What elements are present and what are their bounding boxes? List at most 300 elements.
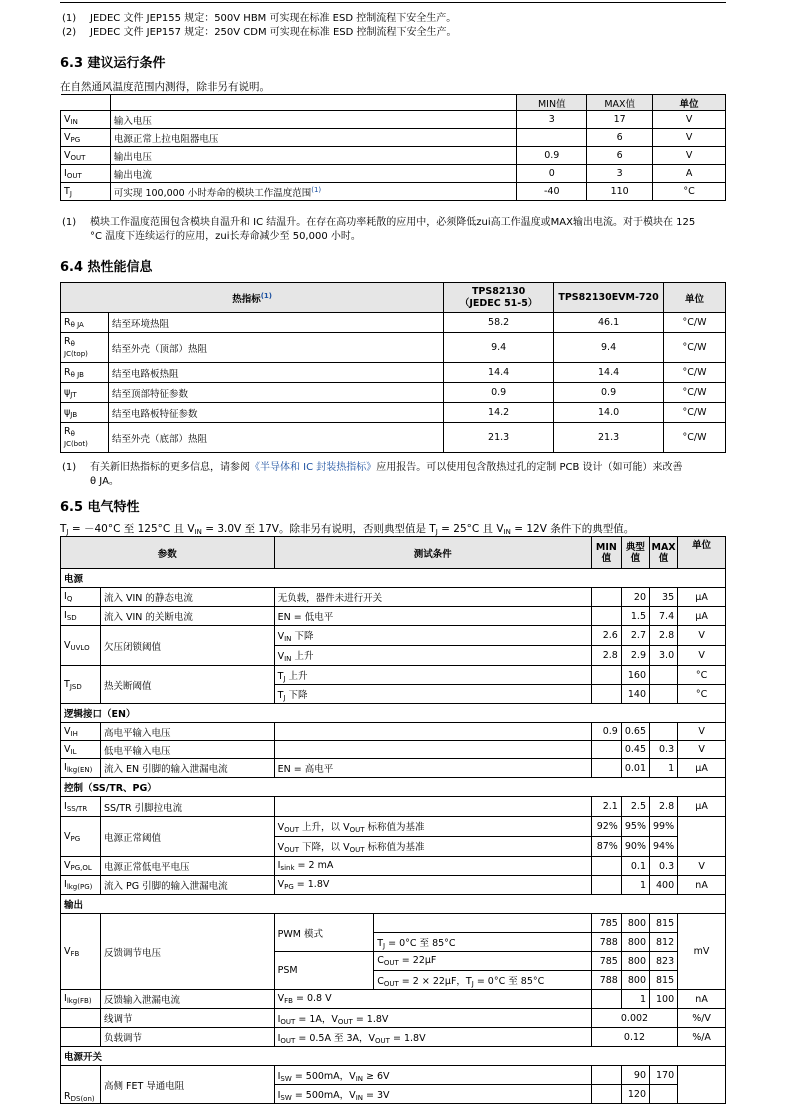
max-value: 17 — [587, 111, 653, 129]
table-cell — [61, 723, 101, 741]
text-span: R — [64, 1091, 71, 1102]
table-cell — [274, 797, 591, 817]
text-span: 模块工作温度范围包含模块自温升和 IC 结温升。在存在高功率耗散的应用中，必须降低zui高工作温度或MAX输出电流。对于模块在 125 — [90, 217, 696, 228]
text-span: TPS82130 — [471, 285, 526, 297]
table-row — [61, 797, 726, 817]
symbol — [61, 183, 111, 201]
table-cell — [274, 626, 591, 646]
table-cell: 2.1 — [591, 797, 621, 817]
recommended-conditions-table — [60, 94, 726, 201]
subscript: J — [435, 528, 438, 536]
table-cell — [61, 1066, 101, 1104]
table-cell: 0.002 — [591, 1009, 677, 1028]
table-cell — [274, 666, 591, 685]
table-cell — [650, 723, 678, 741]
text-span: °C 温度下连续运行的应用，zui长寿命减少至 50,000 小时。 — [90, 231, 361, 242]
table-cell: 1 — [621, 990, 649, 1009]
min-header: MIN值 — [517, 95, 587, 111]
table-cell — [374, 914, 592, 933]
text-span: (1) — [62, 217, 77, 228]
description: 结至电路板热阻 — [108, 363, 443, 383]
subscript: J — [69, 189, 72, 198]
table-cell: 2.6 — [591, 626, 621, 646]
footnote-1 — [62, 12, 456, 26]
table-cell: EN = 低电平 — [274, 607, 591, 626]
text-span: V — [277, 879, 285, 890]
symbol — [61, 313, 109, 333]
footnote-link[interactable]: (1) — [311, 185, 322, 194]
table-cell — [591, 1085, 621, 1104]
table-cell — [591, 685, 621, 704]
subscript: PG,OL — [70, 864, 92, 872]
table-row — [61, 666, 726, 685]
subscript: IN — [355, 1074, 363, 1083]
text-span: 热指标 — [232, 293, 261, 305]
table-cell: 2.5 — [621, 797, 649, 817]
text-span: V — [277, 651, 285, 662]
table-row — [61, 1028, 726, 1047]
table-cell: 100 — [650, 990, 678, 1009]
electrical-characteristics-table — [60, 536, 726, 1104]
tps82130-header — [444, 283, 554, 313]
table-cell: 电源正常阈值 — [100, 817, 274, 857]
text-span: I — [277, 860, 281, 871]
table-cell — [274, 741, 591, 759]
table-cell — [110, 95, 516, 111]
text-span: (1) — [62, 462, 77, 473]
table-cell: 7.4 — [650, 607, 678, 626]
table-row — [61, 857, 726, 876]
table-cell — [274, 990, 591, 1009]
text-span: T — [277, 689, 284, 701]
text-span: I — [277, 1070, 281, 1082]
table-cell: 35 — [650, 588, 678, 607]
text-span: = 500mA，V — [291, 1089, 356, 1101]
subscript: OUT — [284, 826, 300, 834]
footnote-6-3-cont — [90, 230, 361, 244]
table-cell: PWM 模式 — [274, 914, 374, 952]
value: 46.1 — [554, 313, 664, 333]
section-intro — [60, 521, 634, 536]
section-title-6-4: 6.4 热性能信息 — [60, 260, 153, 275]
table-cell — [61, 95, 111, 111]
table-cell — [650, 1085, 678, 1104]
table-cell: °C — [678, 685, 726, 704]
min-value: 0.9 — [517, 147, 587, 165]
typ-header: 典型值 — [621, 537, 649, 569]
text-span: = 1.8V — [352, 1013, 389, 1025]
table-cell — [61, 626, 101, 666]
table-cell: 400 — [650, 876, 678, 895]
text-span: R — [64, 335, 71, 347]
table-row — [61, 990, 726, 1009]
table-cell — [678, 1066, 726, 1104]
text-span: T — [277, 670, 284, 682]
text-span: 下降 — [291, 631, 314, 642]
text-span: V — [64, 860, 71, 871]
symbol — [61, 147, 111, 165]
symbol — [61, 403, 109, 423]
value: 14.0 — [554, 403, 664, 423]
table-cell — [61, 876, 101, 895]
table-cell: 0.3 — [650, 857, 678, 876]
table-row — [61, 111, 726, 129]
subscript: JSD — [69, 682, 82, 691]
table-cell: 0.12 — [591, 1028, 677, 1047]
subscript: OUT — [337, 1017, 353, 1026]
subscript: IN — [503, 528, 511, 536]
table-cell: 800 — [621, 933, 649, 952]
text-span: (1) — [260, 291, 272, 300]
subscript: IN — [284, 635, 292, 643]
table-row — [61, 723, 726, 741]
section-title-6-5: 6.5 电气特性 — [60, 500, 140, 515]
subscript: IL — [70, 747, 77, 756]
symbol — [61, 333, 109, 363]
subscript: PG — [70, 834, 81, 843]
description — [110, 183, 516, 201]
table-row — [61, 363, 726, 383]
table-cell: 788 — [591, 971, 621, 990]
text-span: V — [64, 725, 71, 737]
unit-header: 单位 — [664, 283, 726, 313]
table-cell: 160 — [621, 666, 649, 685]
table-cell — [374, 971, 592, 990]
text-span: T — [377, 937, 384, 949]
table-row — [61, 403, 726, 423]
table-row — [61, 607, 726, 626]
table-row — [61, 759, 726, 778]
text-span: V — [64, 113, 71, 125]
subscript: J — [471, 979, 474, 988]
subscript: SW — [280, 1074, 292, 1083]
footnote-2 — [62, 26, 457, 40]
text-span: R — [64, 425, 71, 437]
value: 9.4 — [554, 333, 664, 363]
table-cell — [591, 857, 621, 876]
text-span: 标称值为基准 — [364, 842, 425, 853]
table-cell: 2.8 — [650, 626, 678, 646]
text-span: I — [64, 591, 67, 602]
table-cell: 负载调节 — [100, 1028, 274, 1047]
table-cell — [678, 817, 726, 857]
table-cell — [591, 607, 621, 626]
value: 0.9 — [444, 383, 554, 403]
table-cell — [591, 741, 621, 759]
table-cell — [650, 666, 678, 685]
table-cell — [61, 857, 101, 876]
text-span: I — [64, 610, 67, 621]
table-row — [61, 817, 726, 837]
footnote-text: JEDEC 文件 JEP157 规定：250V CDM 可实现在标准 ESD 控制流程下安全生产。 — [90, 27, 457, 38]
text-span: θ JA。 — [90, 476, 119, 487]
text-span: 下降，以 V — [299, 842, 350, 853]
table-cell: 20 — [621, 588, 649, 607]
table-cell: 0.9 — [591, 723, 621, 741]
subscript: OUT — [375, 1036, 390, 1045]
text-span: I — [64, 800, 67, 812]
table-cell: 95% — [621, 817, 649, 837]
table-cell — [591, 1066, 621, 1085]
subscript: IN — [194, 528, 202, 536]
table-cell — [591, 588, 621, 607]
table-cell — [274, 1009, 591, 1028]
text-span: T — [60, 523, 67, 535]
table-cell: 99% — [650, 817, 678, 837]
subscript: OUT — [66, 171, 82, 180]
table-row — [61, 147, 726, 165]
subscript: OUT — [280, 1017, 296, 1026]
table-cell: 2.7 — [621, 626, 649, 646]
unit-value: °C/W — [664, 363, 726, 383]
min-value: 0 — [517, 165, 587, 183]
text-span: 标称值为基准 — [364, 822, 425, 833]
footnote-text: JEDEC 文件 JEP155 规定：500V HBM 可实现在标准 ESD 控制流程下安全生产。 — [90, 13, 457, 24]
description: 结至外壳（顶部）热阻 — [108, 333, 443, 363]
table-cell: V — [678, 857, 726, 876]
max-value: 6 — [587, 129, 653, 147]
text-span: = 3.0V 至 17V。除非另有说明，否则典型值是 T — [201, 523, 436, 535]
subscript: PG — [70, 135, 81, 144]
table-cell: 0.01 — [621, 759, 649, 778]
subscript: θ JB — [70, 370, 84, 379]
table-cell: V — [678, 626, 726, 646]
subscript: OUT — [349, 826, 365, 834]
section-row-control — [61, 778, 726, 797]
table-row — [61, 333, 726, 363]
table-row — [61, 741, 726, 759]
table-cell: 800 — [621, 971, 649, 990]
text-span: 可实现 100,000 小时寿命的模块工作温度范围 — [113, 187, 312, 199]
evm-header: TPS82130EVM-720 — [554, 283, 664, 313]
text-span: = 2 × 22μF，T — [398, 975, 472, 987]
text-span: = 0.8 V — [292, 993, 332, 1004]
footnote-number: (2) — [62, 27, 77, 38]
table-cell — [591, 990, 621, 1009]
table-cell — [274, 1028, 591, 1047]
text-span: R — [64, 366, 71, 378]
subscript: OUT — [349, 846, 365, 854]
unit-value: °C/W — [664, 313, 726, 333]
text-span: V — [64, 945, 71, 957]
text-span: V — [64, 131, 71, 143]
text-span: = 500mA，V — [291, 1070, 356, 1082]
table-row — [61, 129, 726, 147]
section-label: 电源 — [61, 569, 726, 588]
subscript: OUT — [70, 153, 86, 162]
text-span: 上升 — [285, 670, 308, 682]
subscript: θ — [70, 429, 75, 438]
table-cell — [61, 607, 101, 626]
subscript: OUT — [383, 959, 399, 967]
table-cell: 流入 EN 引脚的输入泄漏电流 — [100, 759, 274, 778]
text-span: C — [377, 975, 384, 987]
symbol — [61, 383, 109, 403]
footnote-number: (1) — [62, 13, 77, 24]
text-span: = 1.8V — [293, 879, 330, 890]
text-span: = 0°C 至 85°C — [473, 975, 545, 987]
subscript: SW — [280, 1093, 292, 1102]
max-header: MAX值 — [650, 537, 678, 569]
text-span: JC(bot) — [64, 439, 88, 448]
text-span: 下降 — [285, 689, 308, 701]
text-span: V — [277, 822, 285, 833]
value: 9.4 — [444, 333, 554, 363]
subscript: sink — [280, 864, 295, 872]
text-span: 有关新旧热指标的更多信息，请参阅 — [90, 462, 250, 473]
table-cell: 0.1 — [621, 857, 649, 876]
symbol — [61, 129, 111, 147]
table-cell: 流入 VIN 的关断电流 — [100, 607, 274, 626]
text-span: = 2 mA — [294, 860, 334, 871]
description: 输出电流 — [110, 165, 516, 183]
table-row — [61, 1066, 726, 1085]
text-span: I — [277, 1032, 281, 1044]
value: 14.4 — [554, 363, 664, 383]
value: 21.3 — [444, 423, 554, 453]
min-value — [517, 129, 587, 147]
section-row-power — [61, 569, 726, 588]
subscript: FB — [70, 949, 80, 958]
subscript: FB — [284, 997, 293, 1005]
min-header: MIN值 — [591, 537, 621, 569]
unit-value: °C — [653, 183, 726, 201]
text-span: 上升，以 V — [299, 822, 350, 833]
footnote-6-3 — [62, 216, 732, 230]
table-row — [61, 383, 726, 403]
text-span: V — [64, 149, 71, 161]
text-span: = 1.8V — [389, 1032, 426, 1044]
table-cell: 785 — [591, 914, 621, 933]
table-cell: mV — [678, 914, 726, 990]
table-cell: 流入 VIN 的静态电流 — [100, 588, 274, 607]
max-value: 110 — [587, 183, 653, 201]
table-cell — [274, 857, 591, 876]
table-cell: %/A — [678, 1028, 726, 1047]
table-cell: 2.9 — [621, 646, 649, 666]
subscript: DS(on) — [70, 1095, 95, 1103]
table-cell — [274, 646, 591, 666]
subscript: θ — [70, 339, 75, 348]
table-cell: 815 — [650, 914, 678, 933]
table-cell: 高侧 FET 导通电阻 — [100, 1066, 274, 1104]
text-span: ψ — [64, 386, 71, 398]
subscript: J — [66, 528, 69, 536]
unit-value: V — [653, 111, 726, 129]
text-span: = 0.5A 至 3A，V — [295, 1032, 376, 1044]
table-row — [61, 313, 726, 333]
value: 58.2 — [444, 313, 554, 333]
table-cell: 90 — [621, 1066, 649, 1085]
unit-value: °C/W — [664, 423, 726, 453]
text-span: = 12V 条件下的典型值。 — [510, 523, 635, 535]
text-span: I — [64, 879, 67, 890]
table-cell — [274, 817, 591, 837]
parameter-header: 参数 — [61, 537, 275, 569]
table-cell: 120 — [621, 1085, 649, 1104]
table-cell: V — [678, 646, 726, 666]
section-label: 控制（SS/TR、PG） — [61, 778, 726, 797]
symbol — [61, 363, 109, 383]
section-label: 电源开关 — [61, 1047, 726, 1066]
table-cell: 140 — [621, 685, 649, 704]
text-span: = 0°C 至 85°C — [385, 937, 456, 949]
description: 结至顶部特征参数 — [108, 383, 443, 403]
table-cell: 87% — [591, 837, 621, 857]
table-row — [61, 914, 726, 933]
table-cell — [61, 666, 101, 704]
unit-value: °C/W — [664, 333, 726, 363]
subscript: lkg(EN) — [66, 766, 93, 774]
subscript: lkg(PG) — [66, 883, 93, 891]
table-cell — [274, 876, 591, 895]
top-table-border — [60, 2, 726, 3]
subscript: J — [283, 674, 286, 683]
table-cell — [274, 685, 591, 704]
text-span: V — [277, 842, 285, 853]
subscript: OUT — [280, 1036, 296, 1045]
table-cell — [374, 933, 592, 952]
text-span: V — [64, 743, 71, 755]
table-cell: 2.8 — [650, 797, 678, 817]
text-span: ≥ 6V — [363, 1070, 390, 1082]
text-span: I — [64, 167, 67, 179]
value: 14.2 — [444, 403, 554, 423]
subscript: OUT — [383, 979, 399, 988]
min-value: -40 — [517, 183, 587, 201]
table-cell: 1 — [650, 759, 678, 778]
table-cell: %/V — [678, 1009, 726, 1028]
table-cell: nA — [678, 876, 726, 895]
section-label: 输出 — [61, 895, 726, 914]
unit-header: 单位 — [653, 95, 726, 111]
unit-value: °C/W — [664, 403, 726, 423]
subscript: JT — [70, 390, 77, 399]
table-cell: 无负载，器件未进行开关 — [274, 588, 591, 607]
table-cell: V — [678, 741, 726, 759]
table-cell — [61, 797, 101, 817]
text-span: T — [64, 185, 70, 197]
footnote-6-4-cont — [90, 475, 119, 489]
thermal-info-table — [60, 282, 726, 453]
table-cell: μA — [678, 607, 726, 626]
table-cell: 0.65 — [621, 723, 649, 741]
table-cell: μA — [678, 588, 726, 607]
thermal-metrics-link[interactable]: 《半导体和 IC 封装热指标》 — [250, 462, 377, 473]
table-cell: 94% — [650, 837, 678, 857]
section-intro: 在自然通风温度范围内测得，除非另有说明。 — [60, 81, 270, 93]
table-cell: 815 — [650, 971, 678, 990]
table-cell — [61, 1028, 101, 1047]
footnote-6-4 — [62, 461, 732, 475]
section-row-switch — [61, 1047, 726, 1066]
unit-value: °C/W — [664, 383, 726, 403]
text-span: ψ — [64, 406, 71, 418]
table-cell: PSM — [274, 952, 374, 990]
subscript: JB — [70, 410, 78, 419]
section-row-output — [61, 895, 726, 914]
text-span: = 25°C 且 V — [437, 523, 504, 535]
description: 结至外壳（底部）热阻 — [108, 423, 443, 453]
table-cell: μA — [678, 797, 726, 817]
text-span: R — [64, 316, 71, 328]
table-cell: 流入 PG 引脚的输入泄漏电流 — [100, 876, 274, 895]
table-row — [61, 876, 726, 895]
table-cell: 0.45 — [621, 741, 649, 759]
table-cell: 反馈输入泄漏电流 — [100, 990, 274, 1009]
table-cell: 2.8 — [591, 646, 621, 666]
text-span: I — [277, 1089, 281, 1101]
